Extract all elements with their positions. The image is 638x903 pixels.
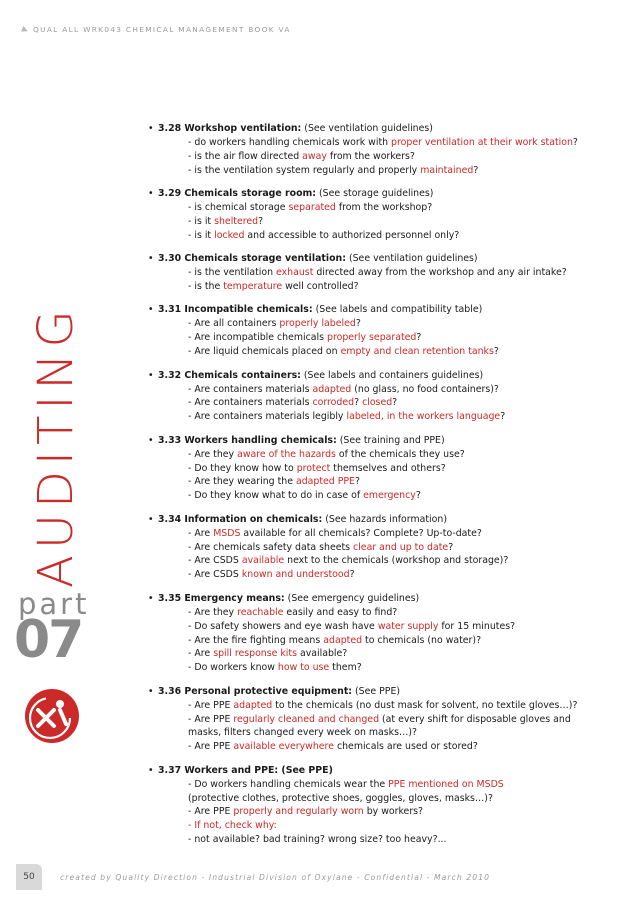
checklist-item xyxy=(148,136,618,150)
audit-checklist xyxy=(148,122,618,857)
checklist-item xyxy=(148,462,618,476)
section-heading: 3.34 Information on chemicals: xyxy=(158,513,323,525)
highlight-text: how to use xyxy=(277,662,330,674)
checklist-item xyxy=(148,634,618,648)
part-number: 07 xyxy=(14,610,83,670)
checklist-item xyxy=(148,726,618,740)
highlight-text: adapted xyxy=(312,383,352,395)
section-title xyxy=(148,764,618,778)
checklist-item xyxy=(148,331,618,345)
section-heading: 3.33 Workers handling chemicals: xyxy=(158,434,337,446)
bullet-icon: • xyxy=(148,188,154,200)
highlight-text: separated xyxy=(288,202,336,214)
item-text: and accessible to authorized personnel only? xyxy=(244,229,460,241)
item-text: - Are incompatible chemicals xyxy=(188,332,327,344)
item-text: them? xyxy=(329,662,362,674)
item-text: ? xyxy=(493,346,499,358)
item-text: - is the ventilation system regularly and properly xyxy=(188,164,421,176)
item-text: - is it xyxy=(188,229,215,241)
item-text: - Are xyxy=(188,648,214,660)
item-text: - Do workers handling chemicals wear the xyxy=(188,778,389,790)
quality-logo-icon xyxy=(24,688,80,744)
item-text: - not available? bad training? wrong size? too heavy?... xyxy=(188,834,447,846)
item-text: - Do they know what to do in case of xyxy=(188,490,364,502)
checklist-section xyxy=(148,764,618,847)
section-reference: (See PPE) xyxy=(352,685,401,697)
item-text: - Are chemicals safety data sheets xyxy=(188,541,354,553)
checklist-item xyxy=(148,527,618,541)
header-text: QUAL ALL WRK043 CHEMICAL MANAGEMENT BOOK VA xyxy=(33,25,291,34)
section-reference: (See ventilation guidelines) xyxy=(345,253,478,265)
item-text: - Are they xyxy=(188,448,238,460)
highlight-text: available everywhere xyxy=(233,741,334,753)
checklist-item xyxy=(148,280,618,294)
checklist-item xyxy=(148,620,618,634)
item-text: - Do they know how to xyxy=(188,462,297,474)
item-text: directed away from the workshop and any air intake? xyxy=(313,267,567,279)
item-text: well controlled? xyxy=(282,281,359,293)
item-text: - is the air flow directed xyxy=(188,150,303,162)
checklist-item xyxy=(148,792,618,806)
section-title xyxy=(148,434,618,448)
arrow-icon xyxy=(21,26,29,34)
checklist-item xyxy=(148,647,618,661)
item-text: chemicals are used or stored? xyxy=(333,741,478,753)
item-text: ? xyxy=(500,411,506,423)
highlight-text: spill response kits xyxy=(213,648,297,660)
highlight-text: closed xyxy=(362,397,393,409)
item-text: from the workshop? xyxy=(335,202,433,214)
checklist-item xyxy=(148,805,618,819)
item-text: ? xyxy=(415,490,421,502)
checklist-item xyxy=(148,554,618,568)
item-text: - Are all containers xyxy=(188,318,280,330)
highlight-text: locked xyxy=(214,229,245,241)
highlight-text: labeled, in the workers language xyxy=(346,411,501,423)
item-text: ? xyxy=(448,541,454,553)
checklist-section xyxy=(148,252,618,294)
section-title xyxy=(148,685,618,699)
checklist-item xyxy=(148,699,618,713)
checklist-item xyxy=(148,345,618,359)
item-text: - Do workers know xyxy=(188,662,278,674)
checklist-item xyxy=(148,383,618,397)
highlight-text: adapted xyxy=(233,699,273,711)
section-heading: 3.28 Workshop ventilation: xyxy=(158,123,302,134)
item-text: - is the xyxy=(188,281,224,293)
checklist-item xyxy=(148,410,618,424)
highlight-text: PPE mentioned on MSDS xyxy=(388,778,504,790)
section-reference: (See storage guidelines) xyxy=(316,188,434,200)
item-text: ? xyxy=(392,397,398,409)
section-heading: 3.32 Chemicals containers: xyxy=(158,369,301,381)
section-reference: (See hazards information) xyxy=(322,513,447,525)
item-text: available? xyxy=(296,648,348,660)
checklist-section xyxy=(148,122,618,178)
checklist-item xyxy=(148,606,618,620)
bullet-icon: • xyxy=(148,369,154,381)
item-text: ? xyxy=(354,476,360,488)
item-text: of the chemicals they use? xyxy=(335,448,465,460)
checklist-section xyxy=(148,434,618,504)
item-text: themselves and others? xyxy=(330,462,446,474)
highlight-text: aware of the hazards xyxy=(237,448,336,460)
section-reference: (See labels and containers guidelines) xyxy=(300,369,484,381)
section-reference: (See labels and compatibility table) xyxy=(312,304,483,316)
highlight-text: MSDS xyxy=(213,527,241,539)
highlight-text: clear and up to date xyxy=(353,541,449,553)
item-text: - Are containers materials legibly xyxy=(188,411,347,423)
item-text: - Are PPE xyxy=(188,741,234,753)
checklist-item xyxy=(148,201,618,215)
checklist-item xyxy=(148,150,618,164)
checklist-item xyxy=(148,229,618,243)
item-text: - Are xyxy=(188,527,214,539)
checklist-item xyxy=(148,317,618,331)
highlight-text: empty and clean retention tanks xyxy=(340,346,494,358)
bullet-icon: • xyxy=(148,592,154,604)
section-reference: (See training and PPE) xyxy=(336,434,445,446)
item-text: - Are PPE xyxy=(188,806,234,818)
checklist-section xyxy=(148,187,618,243)
checklist-item xyxy=(148,215,618,229)
checklist-item xyxy=(148,819,618,833)
item-text: - Are the fire fighting means xyxy=(188,634,324,646)
item-text: - is chemical storage xyxy=(188,202,289,214)
checklist-item xyxy=(148,740,618,754)
item-text: - Are they xyxy=(188,606,238,618)
checklist-item xyxy=(148,568,618,582)
checklist-section xyxy=(148,303,618,359)
section-heading: 3.37 Workers and PPE: (See PPE) xyxy=(158,764,333,776)
item-text: ? xyxy=(258,215,264,227)
highlight-text: available xyxy=(241,555,285,567)
highlight-text: water supply xyxy=(377,620,439,632)
item-text: - Are they wearing the xyxy=(188,476,296,488)
item-text: to chemicals (no water)? xyxy=(362,634,482,646)
checklist-section xyxy=(148,592,618,675)
highlight-text: known and understood xyxy=(241,569,350,581)
item-text: - is the ventilation xyxy=(188,267,277,279)
checklist-item xyxy=(148,541,618,555)
section-reference: (See emergency guidelines) xyxy=(284,592,420,604)
section-title xyxy=(148,513,618,527)
highlight-text: adapted xyxy=(323,634,363,646)
item-text: - Are PPE xyxy=(188,713,234,725)
item-text: - Are PPE xyxy=(188,699,234,711)
highlight-text: - If not, check why: xyxy=(188,820,277,832)
checklist-item xyxy=(148,489,618,503)
highlight-text: sheltered xyxy=(214,215,259,227)
item-text: ? xyxy=(473,164,479,176)
section-title xyxy=(148,187,618,201)
page-number: 50 xyxy=(16,864,42,890)
section-word: AUDITING xyxy=(28,304,84,588)
checklist-item xyxy=(148,475,618,489)
item-text: next to the chemicals (workshop and storage)? xyxy=(284,555,509,567)
item-text: - is it xyxy=(188,215,215,227)
bullet-icon: • xyxy=(148,434,154,446)
running-header xyxy=(22,25,291,34)
checklist-item xyxy=(148,396,618,410)
highlight-text: adapted PPE xyxy=(295,476,355,488)
highlight-text: regularly cleaned and changed xyxy=(233,713,380,725)
item-text: - Are CSDS xyxy=(188,555,242,567)
checklist-section xyxy=(148,369,618,425)
section-heading: 3.36 Personal protective equipment: xyxy=(158,685,353,697)
section-title xyxy=(148,122,618,136)
footer-text: created by Quality Direction - Industrial Division of Oxylane - Confidential - March 2010 xyxy=(60,873,491,882)
item-text: from the workers? xyxy=(326,150,415,162)
checklist-item xyxy=(148,661,618,675)
item-text: (protective clothes, protective shoes, goggles, gloves, masks…)? xyxy=(188,792,493,804)
section-reference: (See ventilation guidelines) xyxy=(301,123,433,134)
item-text: - do workers handling chemicals work with xyxy=(188,136,392,148)
checklist-section xyxy=(148,685,618,755)
bullet-icon: • xyxy=(148,253,154,265)
highlight-text: maintained xyxy=(420,164,474,176)
item-text: for 15 minutes? xyxy=(438,620,516,632)
item-text: - Are containers materials xyxy=(188,383,313,395)
section-title xyxy=(148,252,618,266)
checklist-item xyxy=(148,713,618,727)
checklist-item xyxy=(148,448,618,462)
checklist-item xyxy=(148,833,618,847)
highlight-text: properly labeled xyxy=(279,318,356,330)
item-text: (at every shift for disposable gloves and xyxy=(379,713,571,725)
item-text: (no glass, no food containers)? xyxy=(351,383,499,395)
item-text: ? xyxy=(355,318,361,330)
highlight-text: away xyxy=(302,150,327,162)
item-text: easily and easy to find? xyxy=(283,606,398,618)
highlight-text: exhaust xyxy=(276,267,314,279)
highlight-text: properly separated xyxy=(327,332,417,344)
bullet-icon: • xyxy=(148,304,154,316)
item-text: ? xyxy=(354,397,363,409)
checklist-item xyxy=(148,778,618,792)
item-text: available for all chemicals? Complete? Up-to-date? xyxy=(240,527,482,539)
item-text: ? xyxy=(349,569,355,581)
item-text: ? xyxy=(572,136,578,148)
section-title xyxy=(148,303,618,317)
highlight-text: protect xyxy=(296,462,331,474)
highlight-text: properly and regularly worn xyxy=(233,806,364,818)
highlight-text: proper ventilation at their work station xyxy=(391,136,573,148)
section-heading: 3.31 Incompatible chemicals: xyxy=(158,304,313,316)
checklist-item xyxy=(148,266,618,280)
section-title xyxy=(148,592,618,606)
highlight-text: emergency xyxy=(363,490,416,502)
item-text: by workers? xyxy=(363,806,424,818)
checklist-item xyxy=(148,164,618,178)
highlight-text: reachable xyxy=(237,606,284,618)
bullet-icon: • xyxy=(148,123,154,134)
section-heading: 3.29 Chemicals storage room: xyxy=(158,188,317,200)
item-text: masks, filters changed every week on masks…)? xyxy=(188,727,417,739)
section-heading: 3.30 Chemicals storage ventilation: xyxy=(158,253,346,265)
checklist-section xyxy=(148,513,618,583)
item-text: - Are liquid chemicals placed on xyxy=(188,346,341,358)
highlight-text: corroded xyxy=(312,397,355,409)
bullet-icon: • xyxy=(148,764,154,776)
section-heading: 3.35 Emergency means: xyxy=(158,592,285,604)
highlight-text: temperature xyxy=(223,281,283,293)
part-label: part xyxy=(18,587,90,621)
item-text: to the chemicals (no dust mask for solvent, no textile gloves…)? xyxy=(272,699,578,711)
item-text: ? xyxy=(416,332,422,344)
item-text: - Are CSDS xyxy=(188,569,242,581)
bullet-icon: • xyxy=(148,685,154,697)
section-title xyxy=(148,369,618,383)
bullet-icon: • xyxy=(148,513,154,525)
item-text: - Are containers materials xyxy=(188,397,313,409)
item-text: - Do safety showers and eye wash have xyxy=(188,620,378,632)
